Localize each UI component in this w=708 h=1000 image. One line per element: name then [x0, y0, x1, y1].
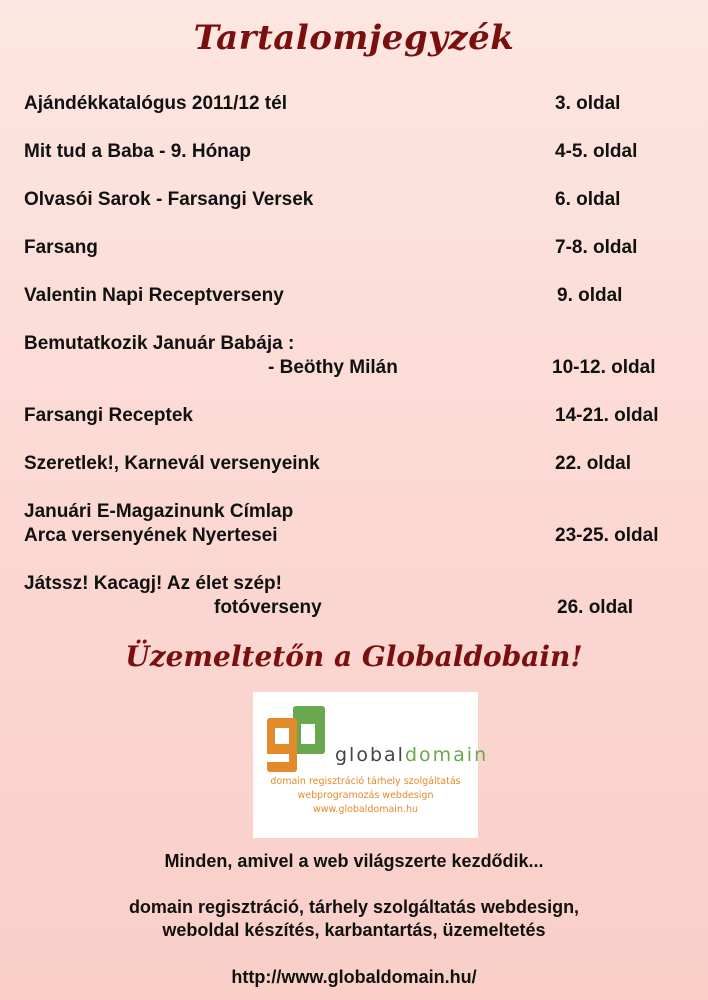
logo-services-line: domain regisztráció tárhely szolgáltatás [270, 776, 461, 787]
toc-entry-title: Játssz! Kacagj! Az élet szép! [24, 573, 282, 594]
toc-entry-page: 26. oldal [557, 597, 634, 618]
toc-entry-title-cont: Arca versenyének Nyertesei [24, 525, 278, 546]
toc-entry-page: 9. oldal [557, 285, 623, 306]
logo-word-domain: domain [404, 744, 489, 766]
toc-entry-page: 4-5. oldal [555, 141, 638, 162]
toc-entry-subtitle: - Beöthy Milán [268, 357, 398, 378]
toc-entry-title: Olvasói Sarok - Farsangi Versek [24, 189, 314, 210]
logo-wordmark [335, 744, 488, 766]
globaldomain-logo [253, 692, 489, 838]
toc-entry-title: Farsangi Receptek [24, 405, 193, 426]
toc-entry-title: Ajándékkatalógus 2011/12 tél [24, 93, 287, 114]
toc-entry-page: 14-21. oldal [555, 405, 659, 426]
logo-word-global: global [335, 744, 405, 766]
services-text: weboldal készítés, karbantartás, üzemeltetés [162, 920, 546, 940]
toc-entry-title: Farsang [24, 237, 98, 258]
tagline: Minden, amivel a web világszerte kezdődik... [164, 851, 544, 871]
toc-entry-page: 7-8. oldal [555, 237, 638, 258]
toc-entry-title: Valentin Napi Receptverseny [24, 285, 284, 306]
page-title: Tartalomjegyzék [193, 18, 515, 58]
toc-entry-page: 10-12. oldal [552, 357, 656, 378]
logo-services-line: webprogramozás webdesign [297, 790, 434, 801]
toc-entry-page: 3. oldal [555, 93, 621, 114]
services-text: domain regisztráció, tárhely szolgáltatás webdesign, [128, 897, 580, 917]
website-url[interactable]: http://www.globaldomain.hu/ [231, 967, 477, 987]
toc-entry-title: Bemutatkozik Január Babája : [24, 333, 295, 354]
toc-entry-title: Mit tud a Baba - 9. Hónap [24, 141, 251, 162]
toc-entry-title: Szeretlek!, Karnevál versenyeink [24, 453, 320, 474]
toc-entry-subtitle: fotóverseny [214, 597, 322, 618]
logo-url: www.globaldomain.hu [312, 804, 419, 815]
toc-entry-page: 22. oldal [555, 453, 632, 474]
sponsor-title: Üzemeltetőn a Globaldobain! [125, 640, 583, 673]
gd-logo-icon [259, 698, 339, 778]
toc-entry-title: Januári E-Magazinunk Címlap [24, 501, 294, 522]
toc-entry-page: 6. oldal [555, 189, 621, 210]
toc-entry-page: 23-25. oldal [555, 525, 659, 546]
